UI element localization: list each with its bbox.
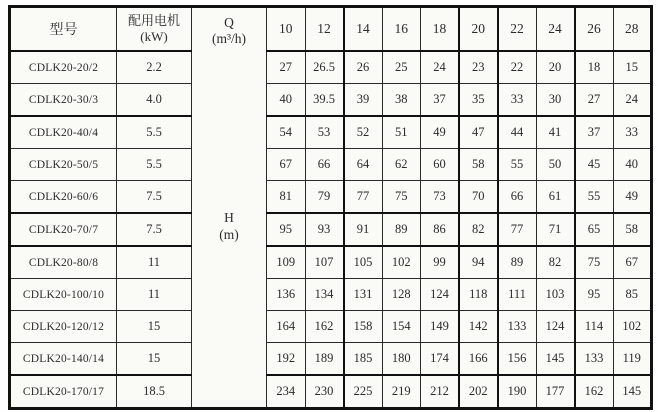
motor-power-cell: 7.5 — [117, 181, 192, 214]
head-value-cell: 20 — [536, 51, 575, 84]
head-value-cell: 142 — [459, 311, 498, 343]
head-value-cell: 25 — [382, 51, 421, 84]
motor-power-cell: 15 — [117, 311, 192, 343]
head-value-cell: 225 — [344, 375, 383, 409]
pump-performance-table — [8, 5, 653, 410]
q-unit: (m³/h) — [211, 31, 247, 46]
head-value-cell: 158 — [344, 311, 383, 343]
head-value-cell: 128 — [382, 279, 421, 311]
head-axis-label — [192, 211, 266, 245]
head-value-cell: 24 — [421, 51, 460, 84]
head-value-cell: 131 — [344, 279, 383, 311]
head-value-cell: 89 — [382, 213, 421, 246]
head-value-cell: 156 — [498, 343, 537, 376]
flow-value-header: 24 — [536, 7, 575, 52]
head-value-cell: 49 — [421, 116, 460, 149]
head-value-cell: 102 — [382, 246, 421, 279]
head-value-cell: 145 — [613, 375, 652, 409]
head-value-cell: 103 — [536, 279, 575, 311]
head-value-cell: 89 — [498, 246, 537, 279]
table-row — [10, 375, 652, 409]
head-value-cell: 60 — [421, 149, 460, 181]
head-value-cell: 99 — [421, 246, 460, 279]
head-value-cell: 39.5 — [305, 84, 344, 117]
head-value-cell: 55 — [575, 181, 614, 214]
head-value-cell: 234 — [267, 375, 306, 409]
head-value-cell: 58 — [613, 213, 652, 246]
head-value-cell: 219 — [382, 375, 421, 409]
model-cell: CDLK20-170/17 — [10, 375, 117, 409]
model-cell: CDLK20-50/5 — [10, 149, 117, 181]
table-row — [10, 181, 652, 214]
head-value-cell: 51 — [382, 116, 421, 149]
head-value-cell: 91 — [344, 213, 383, 246]
flow-value-header: 14 — [344, 7, 383, 52]
table-row — [10, 213, 652, 246]
head-value-cell: 64 — [344, 149, 383, 181]
head-value-cell: 62 — [382, 149, 421, 181]
motor-power-cell: 7.5 — [117, 213, 192, 246]
head-value-cell: 162 — [575, 375, 614, 409]
motor-power-cell: 15 — [117, 343, 192, 376]
head-value-cell: 118 — [459, 279, 498, 311]
motor-power-cell: 11 — [117, 279, 192, 311]
model-cell: CDLK20-70/7 — [10, 213, 117, 246]
q-h-merged-column — [192, 7, 267, 409]
header-row — [10, 7, 652, 52]
table-row — [10, 246, 652, 279]
head-value-cell: 26 — [344, 51, 383, 84]
head-value-cell: 82 — [459, 213, 498, 246]
head-value-cell: 40 — [613, 149, 652, 181]
q-symbol: Q — [224, 14, 234, 30]
head-value-cell: 212 — [421, 375, 460, 409]
table-row — [10, 311, 652, 343]
head-value-cell: 75 — [575, 246, 614, 279]
head-value-cell: 71 — [536, 213, 575, 246]
motor-power-cell: 18.5 — [117, 375, 192, 409]
motor-power-cell: 5.5 — [117, 149, 192, 181]
head-value-cell: 33 — [498, 84, 537, 117]
table-row — [10, 116, 652, 149]
h-unit: (m) — [219, 227, 239, 243]
head-value-cell: 81 — [267, 181, 306, 214]
head-value-cell: 230 — [305, 375, 344, 409]
head-value-cell: 124 — [421, 279, 460, 311]
flow-value-header: 12 — [305, 7, 344, 52]
head-value-cell: 134 — [305, 279, 344, 311]
head-value-cell: 73 — [421, 181, 460, 214]
head-value-cell: 52 — [344, 116, 383, 149]
head-value-cell: 66 — [305, 149, 344, 181]
head-value-cell: 93 — [305, 213, 344, 246]
head-value-cell: 105 — [344, 246, 383, 279]
head-value-cell: 26.5 — [305, 51, 344, 84]
flow-value-header: 10 — [267, 7, 306, 52]
head-value-cell: 154 — [382, 311, 421, 343]
table-row — [10, 279, 652, 311]
table-row — [10, 84, 652, 117]
head-value-cell: 192 — [267, 343, 306, 376]
head-value-cell: 15 — [613, 51, 652, 84]
head-value-cell: 145 — [536, 343, 575, 376]
head-value-cell: 67 — [267, 149, 306, 181]
flow-value-header: 22 — [498, 7, 537, 52]
head-value-cell: 22 — [498, 51, 537, 84]
head-value-cell: 49 — [613, 181, 652, 214]
head-value-cell: 38 — [382, 84, 421, 117]
head-value-cell: 41 — [536, 116, 575, 149]
head-value-cell: 65 — [575, 213, 614, 246]
head-value-cell: 94 — [459, 246, 498, 279]
head-value-cell: 109 — [267, 246, 306, 279]
table-row — [10, 343, 652, 376]
head-value-cell: 133 — [498, 311, 537, 343]
model-cell: CDLK20-30/3 — [10, 84, 117, 117]
model-cell: CDLK20-100/10 — [10, 279, 117, 311]
head-value-cell: 164 — [267, 311, 306, 343]
flow-value-header: 28 — [613, 7, 652, 52]
head-value-cell: 149 — [421, 311, 460, 343]
head-value-cell: 189 — [305, 343, 344, 376]
head-value-cell: 44 — [498, 116, 537, 149]
head-value-cell: 35 — [459, 84, 498, 117]
head-value-cell: 77 — [344, 181, 383, 214]
head-value-cell: 66 — [498, 181, 537, 214]
head-value-cell: 39 — [344, 84, 383, 117]
head-value-cell: 27 — [575, 84, 614, 117]
head-value-cell: 45 — [575, 149, 614, 181]
head-value-cell: 95 — [267, 213, 306, 246]
flow-value-header: 18 — [421, 7, 460, 52]
head-value-cell: 119 — [613, 343, 652, 376]
motor-power-cell: 2.2 — [117, 51, 192, 84]
table-row — [10, 51, 652, 84]
motor-column-header — [117, 7, 192, 52]
model-cell: CDLK20-80/8 — [10, 246, 117, 279]
head-value-cell: 107 — [305, 246, 344, 279]
head-value-cell: 55 — [498, 149, 537, 181]
head-value-cell: 185 — [344, 343, 383, 376]
head-value-cell: 102 — [613, 311, 652, 343]
model-cell: CDLK20-60/6 — [10, 181, 117, 214]
head-value-cell: 190 — [498, 375, 537, 409]
head-value-cell: 133 — [575, 343, 614, 376]
head-value-cell: 95 — [575, 279, 614, 311]
head-value-cell: 202 — [459, 375, 498, 409]
head-value-cell: 111 — [498, 279, 537, 311]
head-value-cell: 37 — [421, 84, 460, 117]
flow-value-header: 16 — [382, 7, 421, 52]
table-row — [10, 149, 652, 181]
head-value-cell: 53 — [305, 116, 344, 149]
flow-value-header: 20 — [459, 7, 498, 52]
head-value-cell: 58 — [459, 149, 498, 181]
head-value-cell: 23 — [459, 51, 498, 84]
head-value-cell: 54 — [267, 116, 306, 149]
head-value-cell: 27 — [267, 51, 306, 84]
head-value-cell: 50 — [536, 149, 575, 181]
model-cell: CDLK20-140/14 — [10, 343, 117, 376]
flow-value-header: 26 — [575, 7, 614, 52]
model-cell: CDLK20-120/12 — [10, 311, 117, 343]
head-value-cell: 162 — [305, 311, 344, 343]
motor-header-line2: (kW) — [140, 29, 168, 44]
motor-header-line1: 配用电机 — [127, 12, 180, 28]
head-value-cell: 37 — [575, 116, 614, 149]
motor-power-cell: 11 — [117, 246, 192, 279]
head-value-cell: 61 — [536, 181, 575, 214]
model-cell: CDLK20-20/2 — [10, 51, 117, 84]
motor-power-cell: 5.5 — [117, 116, 192, 149]
head-value-cell: 40 — [267, 84, 306, 117]
head-value-cell: 67 — [613, 246, 652, 279]
model-cell: CDLK20-40/4 — [10, 116, 117, 149]
head-value-cell: 177 — [536, 375, 575, 409]
head-value-cell: 30 — [536, 84, 575, 117]
model-column-header: 型号 — [10, 7, 117, 52]
head-value-cell: 82 — [536, 246, 575, 279]
motor-power-cell: 4.0 — [117, 84, 192, 117]
head-value-cell: 70 — [459, 181, 498, 214]
head-value-cell: 85 — [613, 279, 652, 311]
head-value-cell: 86 — [421, 213, 460, 246]
head-value-cell: 166 — [459, 343, 498, 376]
head-value-cell: 174 — [421, 343, 460, 376]
head-value-cell: 77 — [498, 213, 537, 246]
head-value-cell: 24 — [613, 84, 652, 117]
head-value-cell: 33 — [613, 116, 652, 149]
head-value-cell: 47 — [459, 116, 498, 149]
head-value-cell: 79 — [305, 181, 344, 214]
head-value-cell: 124 — [536, 311, 575, 343]
flow-axis-label — [192, 8, 266, 54]
head-value-cell: 180 — [382, 343, 421, 376]
head-value-cell: 136 — [267, 279, 306, 311]
head-value-cell: 114 — [575, 311, 614, 343]
head-value-cell: 75 — [382, 181, 421, 214]
h-symbol: H — [224, 210, 234, 226]
head-value-cell: 18 — [575, 51, 614, 84]
